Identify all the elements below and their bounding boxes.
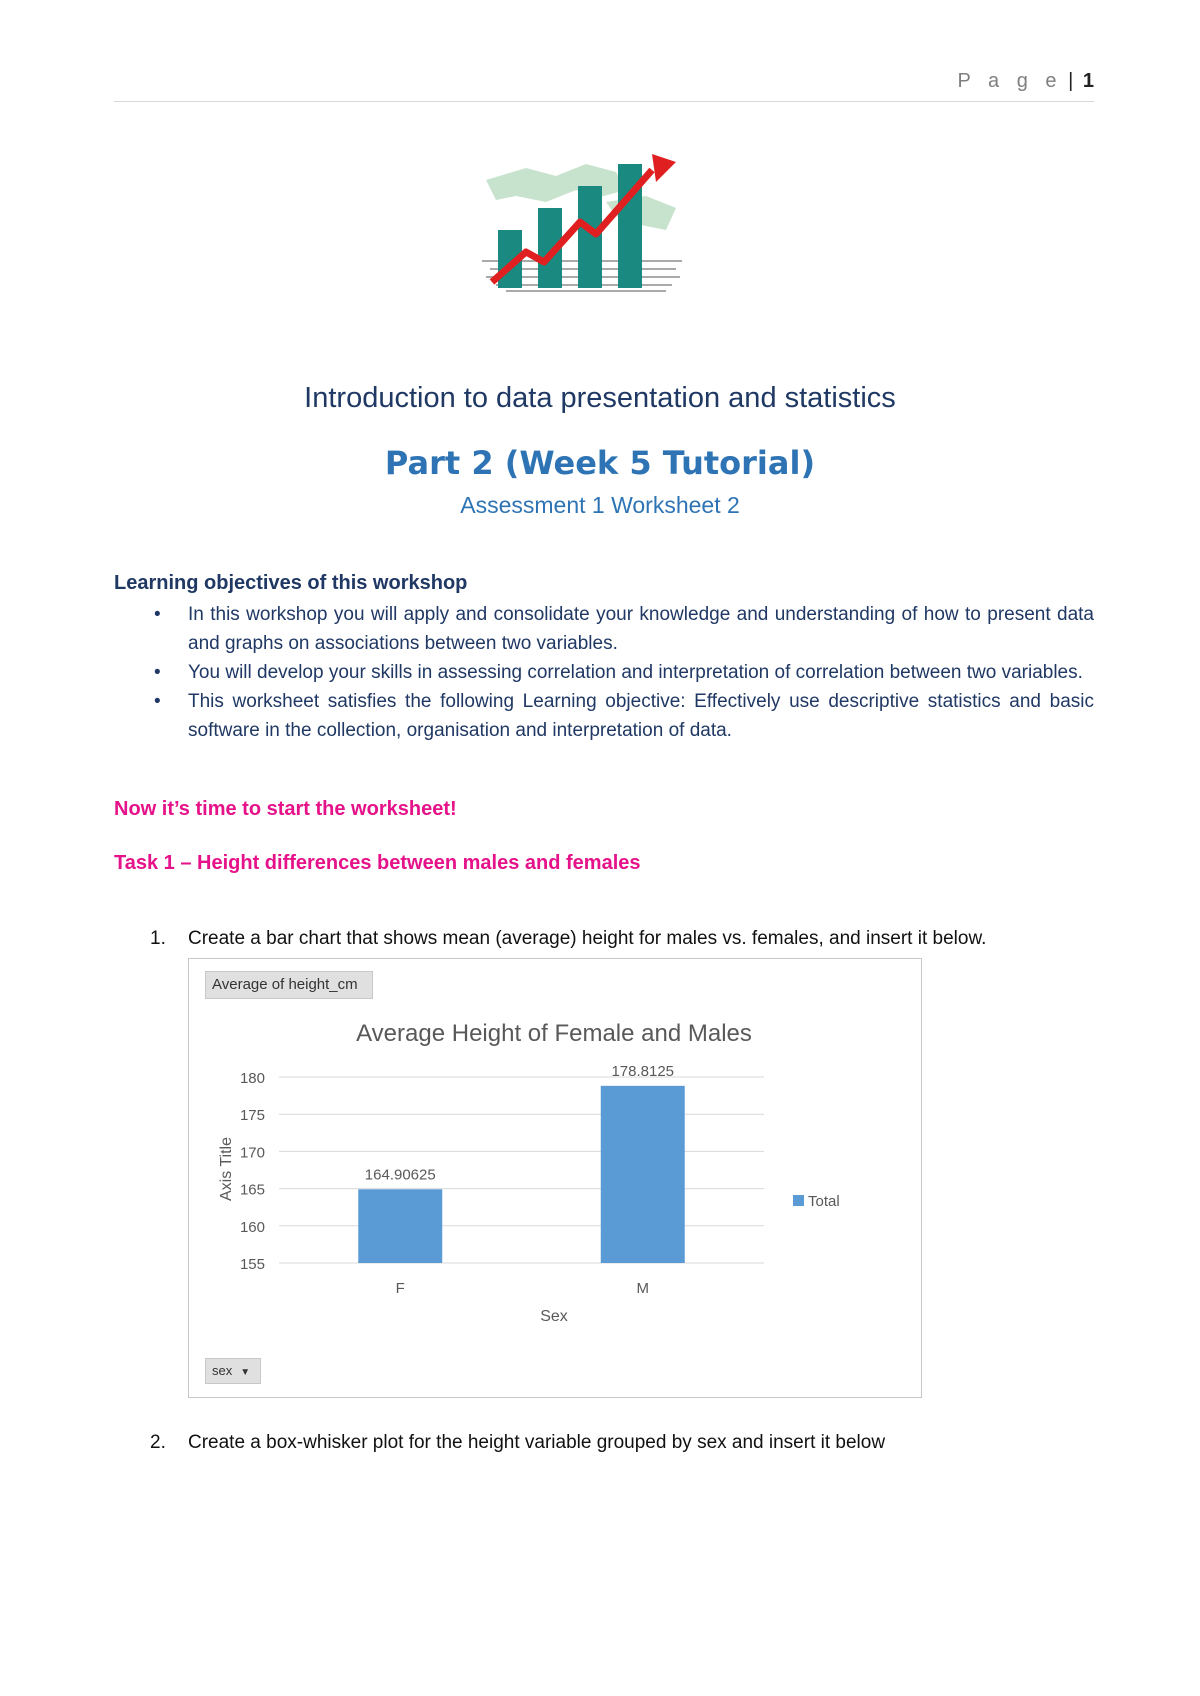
objective-text: This worksheet satisfies the following Learning objective: Effectively use descriptive statistics and basic software in the collection, organisation and interpretation of data. [188, 691, 1094, 741]
question-text: Create a box-whisker plot for the height variable grouped by sex and insert it below [188, 1432, 886, 1453]
data-label: 178.8125 [611, 1062, 675, 1080]
objective-text: You will develop your skills in assessing correlation and interpretation of correlation between two variables. [188, 662, 1083, 683]
page-label: P a g e [957, 70, 1063, 92]
y-axis-title: Axis Title [218, 1136, 235, 1202]
question-1 [150, 928, 986, 950]
growth-chart-logo-icon [476, 150, 704, 298]
axis-field-button[interactable] [205, 1358, 261, 1384]
bullet-icon: • [154, 604, 161, 625]
question-number: 2. [150, 1432, 166, 1453]
page-number: 1 [1082, 70, 1094, 92]
part-title: Part 2 (Week 5 Tutorial) [384, 444, 816, 482]
y-tick-label: 180 [239, 1070, 265, 1087]
value-field-button[interactable]: Average of height_cm [205, 971, 373, 999]
page-separator: | [1068, 70, 1074, 92]
bullet-icon: • [154, 691, 161, 712]
y-tick-label: 175 [239, 1107, 265, 1125]
bar[interactable] [358, 1189, 442, 1263]
y-tick-label: 170 [239, 1144, 265, 1162]
x-tick-label: M [636, 1280, 649, 1297]
question-2 [150, 1432, 885, 1454]
dropdown-arrow-icon: ▼ [240, 1367, 251, 1378]
objective-text: In this workshop you will apply and consolidate your knowledge and understanding of how to present data and graphs on associations between two variables. [188, 604, 1094, 654]
assessment-title: Assessment 1 Worksheet 2 [460, 492, 740, 518]
chart-title: Average Height of Female and Males [356, 1020, 752, 1047]
objective-item [114, 687, 1094, 745]
question-number: 1. [150, 928, 166, 949]
objectives-list [114, 600, 1094, 745]
axis-field-label: sex [212, 1363, 233, 1378]
question-text: Create a bar chart that shows mean (average) height for males vs. females, and insert it below. [188, 928, 987, 949]
x-tick-label: F [395, 1280, 405, 1297]
y-tick-label: 165 [239, 1181, 265, 1199]
bar-chart [189, 959, 921, 1397]
y-tick-label: 160 [239, 1218, 265, 1236]
page-header [114, 70, 1094, 102]
start-note: Now it’s time to start the worksheet! [114, 798, 457, 820]
legend-label: Total [808, 1193, 840, 1210]
objective-item [114, 600, 1094, 658]
bullet-icon: • [154, 662, 161, 683]
task1-heading: Task 1 – Height differences between males and females [114, 852, 641, 874]
objective-item [114, 658, 1094, 687]
pivot-chart[interactable] [188, 958, 922, 1398]
bar[interactable] [601, 1086, 685, 1263]
y-tick-label: 155 [239, 1256, 265, 1273]
objectives-heading: Learning objectives of this workshop [114, 572, 468, 594]
x-axis-title: Sex [540, 1308, 568, 1325]
document-title: Introduction to data presentation and statistics [304, 382, 896, 414]
legend-swatch [793, 1195, 804, 1206]
data-label: 164.90625 [364, 1166, 436, 1184]
